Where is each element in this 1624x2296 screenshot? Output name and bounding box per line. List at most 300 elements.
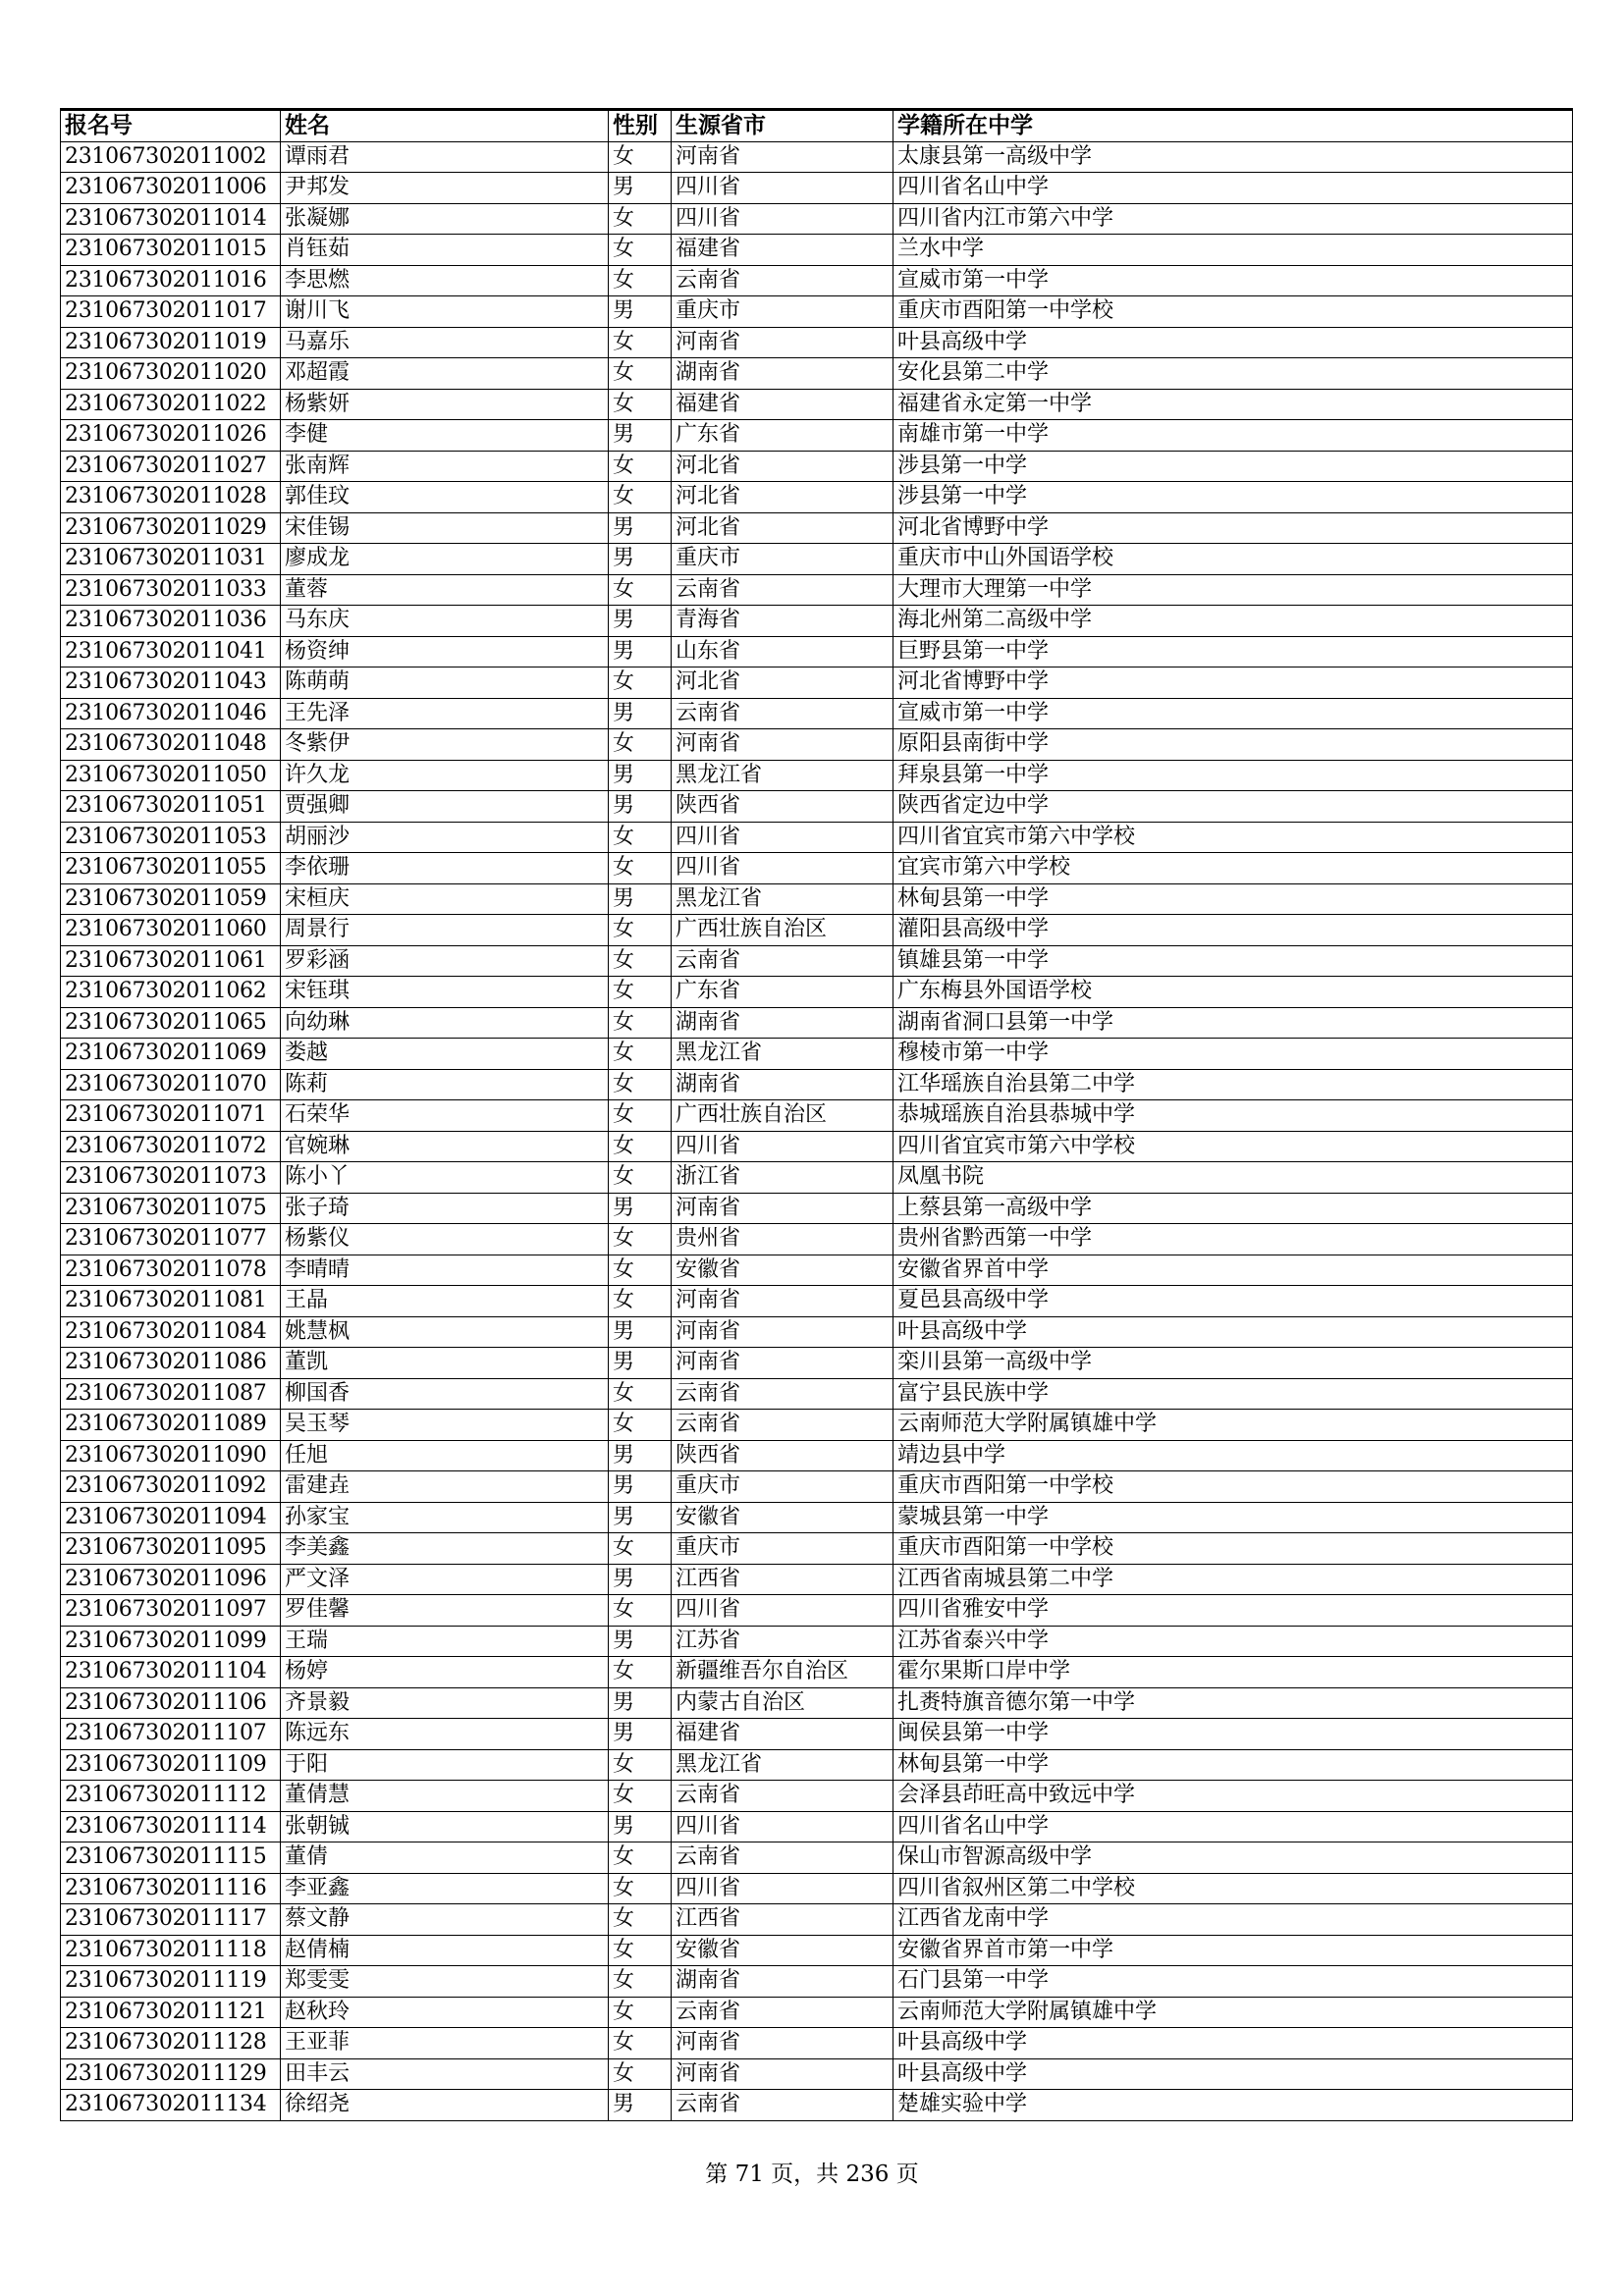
registration-number-cell: 231067302011097 bbox=[61, 1595, 281, 1627]
table-row bbox=[61, 1966, 1573, 1998]
gender-cell: 男 bbox=[609, 2090, 672, 2121]
registration-number-cell: 231067302011017 bbox=[61, 296, 281, 328]
registration-number-cell: 231067302011014 bbox=[61, 203, 281, 235]
school-cell: 河北省博野中学 bbox=[893, 667, 1573, 699]
registration-number-cell: 231067302011118 bbox=[61, 1935, 281, 1966]
school-cell: 叶县高级中学 bbox=[893, 2028, 1573, 2059]
school-cell: 镇雄县第一中学 bbox=[893, 945, 1573, 977]
registration-number-cell: 231067302011117 bbox=[61, 1904, 281, 1936]
school-cell: 楚雄实验中学 bbox=[893, 2090, 1573, 2121]
school-cell: 江西省龙南中学 bbox=[893, 1904, 1573, 1936]
table-row bbox=[61, 482, 1573, 513]
province-cell: 广东省 bbox=[672, 977, 893, 1008]
registration-number-cell: 231067302011027 bbox=[61, 451, 281, 482]
gender-cell: 女 bbox=[609, 1162, 672, 1194]
school-cell: 靖边县中学 bbox=[893, 1440, 1573, 1471]
school-cell: 重庆市酉阳第一中学校 bbox=[893, 296, 1573, 328]
table-row bbox=[61, 141, 1573, 173]
registration-number-cell: 231067302011061 bbox=[61, 945, 281, 977]
name-cell: 尹邦发 bbox=[281, 173, 609, 204]
gender-cell: 女 bbox=[609, 1749, 672, 1781]
table-row bbox=[61, 977, 1573, 1008]
school-cell: 南雄市第一中学 bbox=[893, 420, 1573, 452]
school-cell: 陕西省定边中学 bbox=[893, 791, 1573, 823]
header-high-school: 学籍所在中学 bbox=[893, 110, 1573, 142]
gender-cell: 女 bbox=[609, 141, 672, 173]
name-cell: 陈小丫 bbox=[281, 1162, 609, 1194]
province-cell: 福建省 bbox=[672, 1719, 893, 1750]
name-cell: 官婉琳 bbox=[281, 1131, 609, 1162]
school-cell: 涉县第一中学 bbox=[893, 451, 1573, 482]
name-cell: 任旭 bbox=[281, 1440, 609, 1471]
table-row bbox=[61, 1502, 1573, 1533]
school-cell: 四川省名山中学 bbox=[893, 1811, 1573, 1842]
header-gender: 性别 bbox=[609, 110, 672, 142]
registration-number-cell: 231067302011087 bbox=[61, 1378, 281, 1410]
registration-number-cell: 231067302011026 bbox=[61, 420, 281, 452]
province-cell: 云南省 bbox=[672, 1378, 893, 1410]
registration-number-cell: 231067302011134 bbox=[61, 2090, 281, 2121]
school-cell: 穆棱市第一中学 bbox=[893, 1039, 1573, 1070]
registration-number-cell: 231067302011041 bbox=[61, 636, 281, 667]
registration-number-cell: 231067302011107 bbox=[61, 1719, 281, 1750]
name-cell: 杨资绅 bbox=[281, 636, 609, 667]
table-row bbox=[61, 1100, 1573, 1132]
school-cell: 四川省名山中学 bbox=[893, 173, 1573, 204]
gender-cell: 女 bbox=[609, 1069, 672, 1100]
table-row bbox=[61, 1749, 1573, 1781]
name-cell: 柳国香 bbox=[281, 1378, 609, 1410]
registration-number-cell: 231067302011099 bbox=[61, 1626, 281, 1657]
table-row bbox=[61, 389, 1573, 420]
province-cell: 云南省 bbox=[672, 574, 893, 606]
province-cell: 江西省 bbox=[672, 1904, 893, 1936]
province-cell: 四川省 bbox=[672, 1873, 893, 1904]
name-cell: 董倩 bbox=[281, 1842, 609, 1874]
table-row bbox=[61, 1069, 1573, 1100]
registration-number-cell: 231067302011065 bbox=[61, 1007, 281, 1039]
table-row bbox=[61, 1193, 1573, 1224]
registration-number-cell: 231067302011071 bbox=[61, 1100, 281, 1132]
table-row bbox=[61, 1842, 1573, 1874]
name-cell: 张子琦 bbox=[281, 1193, 609, 1224]
registration-number-cell: 231067302011033 bbox=[61, 574, 281, 606]
gender-cell: 男 bbox=[609, 606, 672, 637]
gender-cell: 男 bbox=[609, 1193, 672, 1224]
registration-number-cell: 231067302011020 bbox=[61, 358, 281, 390]
province-cell: 江西省 bbox=[672, 1564, 893, 1595]
registration-number-cell: 231067302011128 bbox=[61, 2028, 281, 2059]
province-cell: 河北省 bbox=[672, 512, 893, 544]
school-cell: 叶县高级中学 bbox=[893, 327, 1573, 358]
name-cell: 杨婷 bbox=[281, 1657, 609, 1688]
name-cell: 徐绍尧 bbox=[281, 2090, 609, 2121]
registration-number-cell: 231067302011115 bbox=[61, 1842, 281, 1874]
table-row bbox=[61, 173, 1573, 204]
table-row bbox=[61, 1811, 1573, 1842]
gender-cell: 女 bbox=[609, 1039, 672, 1070]
name-cell: 罗佳馨 bbox=[281, 1595, 609, 1627]
school-cell: 重庆市酉阳第一中学校 bbox=[893, 1533, 1573, 1565]
name-cell: 齐景毅 bbox=[281, 1687, 609, 1719]
table-row bbox=[61, 1378, 1573, 1410]
table-row bbox=[61, 1873, 1573, 1904]
gender-cell: 女 bbox=[609, 574, 672, 606]
province-cell: 河南省 bbox=[672, 1286, 893, 1317]
school-cell: 叶县高级中学 bbox=[893, 2058, 1573, 2090]
name-cell: 罗彩涵 bbox=[281, 945, 609, 977]
table-row bbox=[61, 2058, 1573, 2090]
name-cell: 田丰云 bbox=[281, 2058, 609, 2090]
registration-number-cell: 231067302011078 bbox=[61, 1255, 281, 1286]
school-cell: 宜宾市第六中学校 bbox=[893, 853, 1573, 884]
province-cell: 四川省 bbox=[672, 853, 893, 884]
gender-cell: 女 bbox=[609, 945, 672, 977]
province-cell: 云南省 bbox=[672, 2090, 893, 2121]
school-cell: 四川省内江市第六中学 bbox=[893, 203, 1573, 235]
province-cell: 广西壮族自治区 bbox=[672, 1100, 893, 1132]
gender-cell: 女 bbox=[609, 1657, 672, 1688]
province-cell: 河北省 bbox=[672, 482, 893, 513]
table-row bbox=[61, 1781, 1573, 1812]
name-cell: 张朝铖 bbox=[281, 1811, 609, 1842]
registration-number-cell: 231067302011106 bbox=[61, 1687, 281, 1719]
roster-sheet bbox=[60, 108, 1572, 2121]
province-cell: 黑龙江省 bbox=[672, 883, 893, 915]
province-cell: 河南省 bbox=[672, 1193, 893, 1224]
gender-cell: 女 bbox=[609, 1378, 672, 1410]
school-cell: 贵州省黔西第一中学 bbox=[893, 1224, 1573, 1255]
gender-cell: 男 bbox=[609, 698, 672, 729]
gender-cell: 女 bbox=[609, 235, 672, 266]
registration-number-cell: 231067302011094 bbox=[61, 1502, 281, 1533]
name-cell: 马嘉乐 bbox=[281, 327, 609, 358]
table-row bbox=[61, 1657, 1573, 1688]
table-row bbox=[61, 698, 1573, 729]
school-cell: 蒙城县第一中学 bbox=[893, 1502, 1573, 1533]
name-cell: 宋钰琪 bbox=[281, 977, 609, 1008]
table-row bbox=[61, 945, 1573, 977]
gender-cell: 男 bbox=[609, 1502, 672, 1533]
name-cell: 胡丽沙 bbox=[281, 822, 609, 853]
table-row bbox=[61, 235, 1573, 266]
registration-number-cell: 231067302011073 bbox=[61, 1162, 281, 1194]
province-cell: 福建省 bbox=[672, 389, 893, 420]
school-cell: 安徽省界首市第一中学 bbox=[893, 1935, 1573, 1966]
province-cell: 湖南省 bbox=[672, 1966, 893, 1998]
province-cell: 黑龙江省 bbox=[672, 1039, 893, 1070]
registration-number-cell: 231067302011062 bbox=[61, 977, 281, 1008]
name-cell: 郑雯雯 bbox=[281, 1966, 609, 1998]
school-cell: 湖南省洞口县第一中学 bbox=[893, 1007, 1573, 1039]
gender-cell: 女 bbox=[609, 1255, 672, 1286]
province-cell: 河南省 bbox=[672, 327, 893, 358]
province-cell: 浙江省 bbox=[672, 1162, 893, 1194]
name-cell: 周景行 bbox=[281, 915, 609, 946]
table-row bbox=[61, 2090, 1573, 2121]
page-footer bbox=[0, 2156, 1624, 2188]
province-cell: 河南省 bbox=[672, 2058, 893, 2090]
school-cell: 灌阳县高级中学 bbox=[893, 915, 1573, 946]
province-cell: 山东省 bbox=[672, 636, 893, 667]
name-cell: 宋佳锡 bbox=[281, 512, 609, 544]
registration-number-cell: 231067302011090 bbox=[61, 1440, 281, 1471]
table-row bbox=[61, 451, 1573, 482]
registration-number-cell: 231067302011114 bbox=[61, 1811, 281, 1842]
gender-cell: 男 bbox=[609, 1440, 672, 1471]
province-cell: 河南省 bbox=[672, 1348, 893, 1379]
table-row bbox=[61, 296, 1573, 328]
table-row bbox=[61, 1440, 1573, 1471]
table-row bbox=[61, 1904, 1573, 1936]
province-cell: 河南省 bbox=[672, 2028, 893, 2059]
header-name: 姓名 bbox=[281, 110, 609, 142]
registration-number-cell: 231067302011036 bbox=[61, 606, 281, 637]
registration-number-cell: 231067302011050 bbox=[61, 760, 281, 791]
gender-cell: 女 bbox=[609, 203, 672, 235]
name-cell: 李依珊 bbox=[281, 853, 609, 884]
school-cell: 上蔡县第一高级中学 bbox=[893, 1193, 1573, 1224]
gender-cell: 女 bbox=[609, 667, 672, 699]
table-row bbox=[61, 420, 1573, 452]
province-cell: 湖南省 bbox=[672, 358, 893, 390]
school-cell: 重庆市酉阳第一中学校 bbox=[893, 1471, 1573, 1503]
table-row bbox=[61, 760, 1573, 791]
school-cell: 扎赉特旗音德尔第一中学 bbox=[893, 1687, 1573, 1719]
gender-cell: 女 bbox=[609, 327, 672, 358]
registration-number-cell: 231067302011028 bbox=[61, 482, 281, 513]
name-cell: 邓超霞 bbox=[281, 358, 609, 390]
school-cell: 四川省雅安中学 bbox=[893, 1595, 1573, 1627]
province-cell: 青海省 bbox=[672, 606, 893, 637]
registration-number-cell: 231067302011119 bbox=[61, 1966, 281, 1998]
name-cell: 杨紫妍 bbox=[281, 389, 609, 420]
school-cell: 保山市智源高级中学 bbox=[893, 1842, 1573, 1874]
province-cell: 内蒙古自治区 bbox=[672, 1687, 893, 1719]
province-cell: 云南省 bbox=[672, 265, 893, 296]
name-cell: 于阳 bbox=[281, 1749, 609, 1781]
gender-cell: 男 bbox=[609, 883, 672, 915]
school-cell: 江华瑶族自治县第二中学 bbox=[893, 1069, 1573, 1100]
table-row bbox=[61, 1471, 1573, 1503]
table-row bbox=[61, 1162, 1573, 1194]
name-cell: 谢川飞 bbox=[281, 296, 609, 328]
table-row bbox=[61, 544, 1573, 575]
gender-cell: 女 bbox=[609, 1286, 672, 1317]
table-row bbox=[61, 729, 1573, 761]
gender-cell: 男 bbox=[609, 760, 672, 791]
province-cell: 湖南省 bbox=[672, 1069, 893, 1100]
province-cell: 四川省 bbox=[672, 1131, 893, 1162]
registration-number-cell: 231067302011053 bbox=[61, 822, 281, 853]
registration-number-cell: 231067302011055 bbox=[61, 853, 281, 884]
gender-cell: 男 bbox=[609, 512, 672, 544]
registration-number-cell: 231067302011129 bbox=[61, 2058, 281, 2090]
registration-number-cell: 231067302011109 bbox=[61, 1749, 281, 1781]
school-cell: 江苏省泰兴中学 bbox=[893, 1626, 1573, 1657]
registration-number-cell: 231067302011121 bbox=[61, 1997, 281, 2028]
school-cell: 云南师范大学附属镇雄中学 bbox=[893, 1997, 1573, 2028]
school-cell: 安徽省界首中学 bbox=[893, 1255, 1573, 1286]
province-cell: 黑龙江省 bbox=[672, 760, 893, 791]
province-cell: 云南省 bbox=[672, 1781, 893, 1812]
gender-cell: 女 bbox=[609, 482, 672, 513]
gender-cell: 男 bbox=[609, 296, 672, 328]
name-cell: 贾强卿 bbox=[281, 791, 609, 823]
registration-number-cell: 231067302011070 bbox=[61, 1069, 281, 1100]
registration-number-cell: 231067302011116 bbox=[61, 1873, 281, 1904]
table-row bbox=[61, 1224, 1573, 1255]
registration-number-cell: 231067302011002 bbox=[61, 141, 281, 173]
table-row bbox=[61, 1687, 1573, 1719]
gender-cell: 女 bbox=[609, 853, 672, 884]
province-cell: 重庆市 bbox=[672, 544, 893, 575]
name-cell: 石荣华 bbox=[281, 1100, 609, 1132]
gender-cell: 女 bbox=[609, 265, 672, 296]
gender-cell: 女 bbox=[609, 1410, 672, 1441]
province-cell: 四川省 bbox=[672, 822, 893, 853]
registration-number-cell: 231067302011022 bbox=[61, 389, 281, 420]
gender-cell: 女 bbox=[609, 1131, 672, 1162]
school-cell: 河北省博野中学 bbox=[893, 512, 1573, 544]
gender-cell: 女 bbox=[609, 1100, 672, 1132]
school-cell: 江西省南城县第二中学 bbox=[893, 1564, 1573, 1595]
name-cell: 蔡文静 bbox=[281, 1904, 609, 1936]
gender-cell: 女 bbox=[609, 451, 672, 482]
name-cell: 王晶 bbox=[281, 1286, 609, 1317]
province-cell: 重庆市 bbox=[672, 1533, 893, 1565]
name-cell: 陈远东 bbox=[281, 1719, 609, 1750]
gender-cell: 女 bbox=[609, 358, 672, 390]
school-cell: 原阳县南街中学 bbox=[893, 729, 1573, 761]
registration-number-cell: 231067302011112 bbox=[61, 1781, 281, 1812]
table-row bbox=[61, 1348, 1573, 1379]
school-cell: 叶县高级中学 bbox=[893, 1316, 1573, 1348]
name-cell: 王先泽 bbox=[281, 698, 609, 729]
province-cell: 四川省 bbox=[672, 173, 893, 204]
registration-number-cell: 231067302011031 bbox=[61, 544, 281, 575]
table-row bbox=[61, 2028, 1573, 2059]
table-row bbox=[61, 265, 1573, 296]
table-body bbox=[61, 141, 1573, 2120]
school-cell: 宣威市第一中学 bbox=[893, 265, 1573, 296]
gender-cell: 男 bbox=[609, 1719, 672, 1750]
table-row bbox=[61, 606, 1573, 637]
registration-number-cell: 231067302011059 bbox=[61, 883, 281, 915]
school-cell: 宣威市第一中学 bbox=[893, 698, 1573, 729]
gender-cell: 男 bbox=[609, 1564, 672, 1595]
name-cell: 宋桓庆 bbox=[281, 883, 609, 915]
gender-cell: 女 bbox=[609, 2058, 672, 2090]
school-cell: 广东梅县外国语学校 bbox=[893, 977, 1573, 1008]
school-cell: 重庆市中山外国语学校 bbox=[893, 544, 1573, 575]
province-cell: 江苏省 bbox=[672, 1626, 893, 1657]
school-cell: 林甸县第一中学 bbox=[893, 1749, 1573, 1781]
gender-cell: 女 bbox=[609, 1533, 672, 1565]
table-row bbox=[61, 667, 1573, 699]
school-cell: 太康县第一高级中学 bbox=[893, 141, 1573, 173]
province-cell: 云南省 bbox=[672, 1842, 893, 1874]
gender-cell: 女 bbox=[609, 1842, 672, 1874]
name-cell: 娄越 bbox=[281, 1039, 609, 1070]
province-cell: 陕西省 bbox=[672, 1440, 893, 1471]
name-cell: 张凝娜 bbox=[281, 203, 609, 235]
registration-number-cell: 231067302011016 bbox=[61, 265, 281, 296]
name-cell: 冬紫伊 bbox=[281, 729, 609, 761]
table-row bbox=[61, 1595, 1573, 1627]
header-registration-number: 报名号 bbox=[61, 110, 281, 142]
name-cell: 许久龙 bbox=[281, 760, 609, 791]
name-cell: 董蓉 bbox=[281, 574, 609, 606]
table-row bbox=[61, 1719, 1573, 1750]
province-cell: 重庆市 bbox=[672, 1471, 893, 1503]
gender-cell: 女 bbox=[609, 915, 672, 946]
gender-cell: 女 bbox=[609, 1935, 672, 1966]
name-cell: 董倩慧 bbox=[281, 1781, 609, 1812]
school-cell: 云南师范大学附属镇雄中学 bbox=[893, 1410, 1573, 1441]
registration-number-cell: 231067302011081 bbox=[61, 1286, 281, 1317]
registration-number-cell: 231067302011069 bbox=[61, 1039, 281, 1070]
gender-cell: 女 bbox=[609, 977, 672, 1008]
gender-cell: 男 bbox=[609, 1316, 672, 1348]
gender-cell: 男 bbox=[609, 791, 672, 823]
school-cell: 四川省叙州区第二中学校 bbox=[893, 1873, 1573, 1904]
name-cell: 李美鑫 bbox=[281, 1533, 609, 1565]
school-cell: 大理市大理第一中学 bbox=[893, 574, 1573, 606]
school-cell: 霍尔果斯口岸中学 bbox=[893, 1657, 1573, 1688]
name-cell: 向幼琳 bbox=[281, 1007, 609, 1039]
school-cell: 巨野县第一中学 bbox=[893, 636, 1573, 667]
school-cell: 夏邑县高级中学 bbox=[893, 1286, 1573, 1317]
school-cell: 凤凰书院 bbox=[893, 1162, 1573, 1194]
gender-cell: 男 bbox=[609, 420, 672, 452]
school-cell: 恭城瑶族自治县恭城中学 bbox=[893, 1100, 1573, 1132]
table-header bbox=[61, 110, 1573, 142]
table-row bbox=[61, 512, 1573, 544]
table-row bbox=[61, 1626, 1573, 1657]
name-cell: 严文泽 bbox=[281, 1564, 609, 1595]
gender-cell: 女 bbox=[609, 1007, 672, 1039]
registration-number-cell: 231067302011104 bbox=[61, 1657, 281, 1688]
name-cell: 李亚鑫 bbox=[281, 1873, 609, 1904]
table-row bbox=[61, 853, 1573, 884]
province-cell: 四川省 bbox=[672, 203, 893, 235]
registration-number-cell: 231067302011086 bbox=[61, 1348, 281, 1379]
gender-cell: 女 bbox=[609, 1997, 672, 2028]
school-cell: 四川省宜宾市第六中学校 bbox=[893, 1131, 1573, 1162]
school-cell: 安化县第二中学 bbox=[893, 358, 1573, 390]
school-cell: 四川省宜宾市第六中学校 bbox=[893, 822, 1573, 853]
province-cell: 四川省 bbox=[672, 1595, 893, 1627]
gender-cell: 女 bbox=[609, 1224, 672, 1255]
name-cell: 吴玉琴 bbox=[281, 1410, 609, 1441]
table-row bbox=[61, 203, 1573, 235]
table-row bbox=[61, 791, 1573, 823]
table-row bbox=[61, 1997, 1573, 2028]
province-cell: 河南省 bbox=[672, 729, 893, 761]
province-cell: 安徽省 bbox=[672, 1255, 893, 1286]
name-cell: 赵秋玲 bbox=[281, 1997, 609, 2028]
registration-number-cell: 231067302011075 bbox=[61, 1193, 281, 1224]
school-cell: 兰水中学 bbox=[893, 235, 1573, 266]
province-cell: 广东省 bbox=[672, 420, 893, 452]
school-cell: 拜泉县第一中学 bbox=[893, 760, 1573, 791]
table-row bbox=[61, 1533, 1573, 1565]
gender-cell: 女 bbox=[609, 1873, 672, 1904]
registration-number-cell: 231067302011015 bbox=[61, 235, 281, 266]
table-row bbox=[61, 1935, 1573, 1966]
gender-cell: 男 bbox=[609, 1687, 672, 1719]
